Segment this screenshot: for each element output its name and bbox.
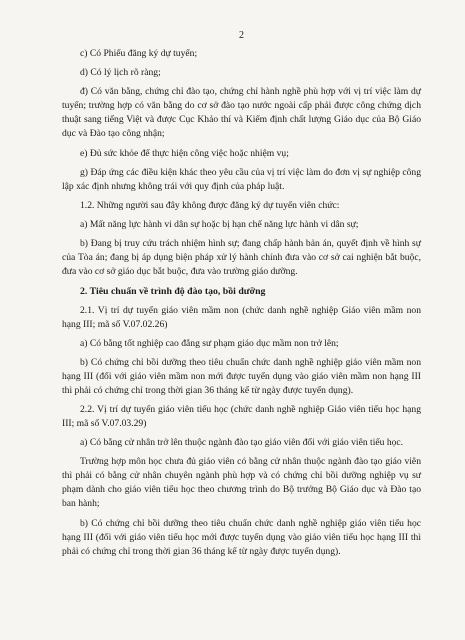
- paragraph-g: g) Đáp ứng các điều kiện khác theo yêu cầu của vị trí việc làm do đơn vị sự nghiệp công lập xác định nhưng không trái với quy định của pháp luật.: [62, 166, 421, 192]
- section-heading-2: 2. Tiêu chuẩn về trình độ đào tạo, bồi dưỡng: [80, 285, 266, 297]
- paragraph-2-1-a: a) Có bằng tốt nghiệp cao đẳng sư phạm giáo dục mầm non trở lên;: [80, 337, 339, 349]
- paragraph-2-1-b: b) Có chứng chỉ bồi dưỡng theo tiêu chuẩn chức danh nghề nghiệp giáo viên mầm non hạng III (đối với giáo viên mầm non mới được tuyển dụng vào giáo viên mầm non hạng III thì phải có chứng chỉ trong thời gian 36 tháng kể từ ngày được tuyển dụng).: [62, 356, 421, 396]
- paragraph-e: e) Đủ sức khỏe để thực hiện công việc hoặc nhiệm vụ;: [80, 147, 289, 159]
- paragraph-1-2: 1.2. Những người sau đây không được đăng ký dự tuyển viên chức:: [80, 199, 340, 211]
- paragraph-2-1: 2.1. Vị trí dự tuyển giáo viên mầm non (chức danh nghề nghiệp Giáo viên mầm non hạng III; mã số V.07.02.26): [62, 304, 421, 330]
- paragraph-1-2-a: a) Mất năng lực hành vi dân sự hoặc bị hạn chế năng lực hành vi dân sự;: [80, 219, 359, 231]
- paragraph-1-2-b: b) Đang bị truy cứu trách nhiệm hình sự; đang chấp hành bản án, quyết định về hình sự của Tòa án; đang bị áp dụng biện pháp xử lý hành chính đưa vào cơ sở cai nghiện bắt buộc, đưa vào cơ sở giáo dục bắt buộc, đưa vào trường giáo dưỡng.: [62, 238, 421, 278]
- paragraph-2-2-note: Trường hợp môn học chưa đủ giáo viên có bằng cử nhân thuộc ngành đào tạo giáo viên thì phải có bằng cử nhân chuyên ngành phù hợp và có chứng chỉ bồi dưỡng nghiệp vụ sư phạm dành cho giáo viên tiểu học theo chương trình do Bộ trưởng Bộ Giáo dục và Đào tạo ban hành;: [62, 456, 421, 510]
- paragraph-2-2-b: b) Có chứng chỉ bồi dưỡng theo tiêu chuẩn chức danh nghề nghiệp giáo viên tiểu học hạng III (đối với giáo viên tiểu học mới được tuyển dụng vào giáo viên tiểu học hạng III thì phải có chứng chỉ trong thời gian 36 tháng kể từ ngày được tuyển dụng).: [62, 517, 421, 557]
- paragraph-2-2: 2.2. Vị trí dự tuyển giáo viên tiểu học (chức danh nghề nghiệp Giáo viên tiểu học hạng III; mã số V.07.03.29): [62, 404, 421, 430]
- paragraph-dd: đ) Có văn bằng, chứng chỉ đào tạo, chứng chỉ hành nghề phù hợp với vị trí việc làm dự tuyển; trường hợp có văn bằng do cơ sở đào tạo nước ngoài cấp phải được công chứng dịch thuật sang tiếng Việt và được Cục Khảo thí và Kiểm định chất lượng Giáo dục của Bộ Giáo dục và Đào tạo công nhận;: [62, 86, 421, 140]
- page-number: 2: [239, 30, 244, 41]
- paragraph-c: c) Có Phiếu đăng ký dự tuyển;: [80, 48, 198, 59]
- paragraph-d: d) Có lý lịch rõ ràng;: [80, 67, 161, 79]
- paragraph-2-2-a: a) Có bằng cử nhân trở lên thuộc ngành đào tạo giáo viên đối với giáo viên tiểu học.: [80, 437, 404, 449]
